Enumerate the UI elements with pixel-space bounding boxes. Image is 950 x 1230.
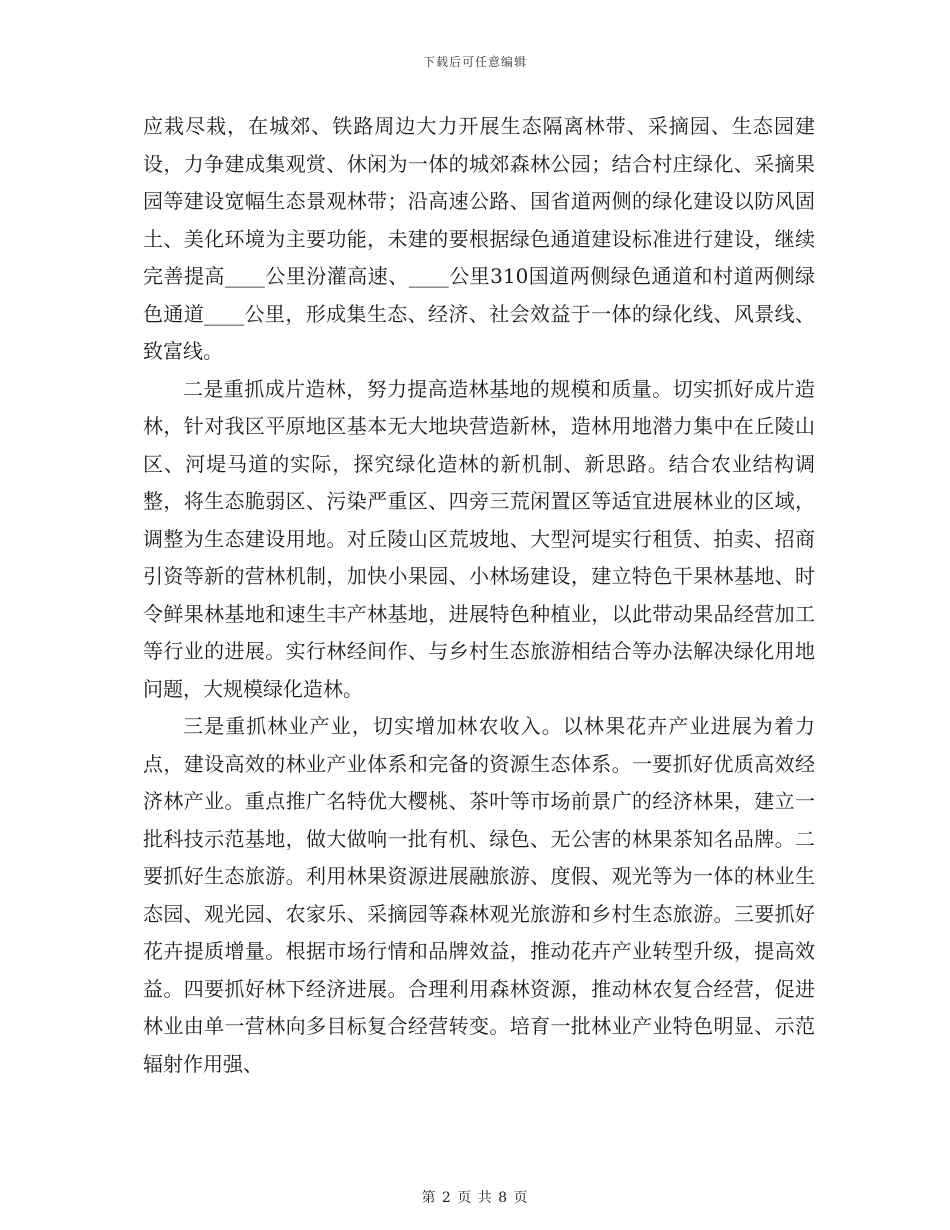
- page-number-footer: 第 2 页 共 8 页: [421, 1190, 529, 1206]
- paragraph-1: 应栽尽栽，在城郊、铁路周边大力开展生态隔离林带、采摘园、生态园建设，力争建成集观赏、休闲为一体的城郊森林公园；结合村庄绿化、采摘果园等建设宽幅生态景观林带；沿高速公路、国省道两侧的绿化建设以防风固土、美化环境为主要功能，未建的要根据绿色通道建设标准进行建设，继续完善提高____公里汾灌高速、____公里310国道两侧绿色通道和村道两侧绿色通道____公里，形成集生态、经济、社会效益于一体的绿化线、风景线、致富线。: [143, 114, 815, 363]
- document-body: [143, 108, 815, 1083]
- paragraph-2: 二是重抓成片造林，努力提高造林基地的规模和质量。切实抓好成片造林，针对我区平原地区基本无大地块营造新林，造林用地潜力集中在丘陵山区、河堤马道的实际，探究绿化造林的新机制、新思路。结合农业结构调整，将生态脆弱区、污染严重区、四旁三荒闲置区等适宜进展林业的区域，调整为生态建设用地。对丘陵山区荒坡地、大型河堤实行租赁、拍卖、招商引资等新的营林机制，加快小果园、小林场建设，建立特色干果林基地、时令鲜果林基地和速生丰产林基地，进展特色种植业，以此带动果品经营加工等行业的进展。实行林经间作、与乡村生态旅游相结合等办法解决绿化用地问题，大规模绿化造林。: [143, 376, 815, 701]
- paragraph-3: 三是重抓林业产业，切实增加林农收入。以林果花卉产业进展为着力点，建设高效的林业产业体系和完备的资源生态体系。一要抓好优质高效经济林产业。重点推广名特优大樱桃、茶叶等市场前景广的经济林果，建立一批科技示范基地，做大做响一批有机、绿色、无公害的林果茶知名品牌。二要抓好生态旅游。利用林果资源进展融旅游、度假、观光等为一体的林业生态园、观光园、农家乐、采摘园等森林观光旅游和乡村生态旅游。三要抓好花卉提质增量。根据市场行情和品牌效益，推动花卉产业转型升级，提高效益。四要抓好林下经济进展。合理利用森林资源，推动林农复合经营，促进林业由单一营林向多目标复合经营转变。培育一批林业产业特色明显、示范辐射作用强、: [143, 714, 815, 1076]
- page-header: 下载后可任意编辑: [422, 55, 527, 69]
